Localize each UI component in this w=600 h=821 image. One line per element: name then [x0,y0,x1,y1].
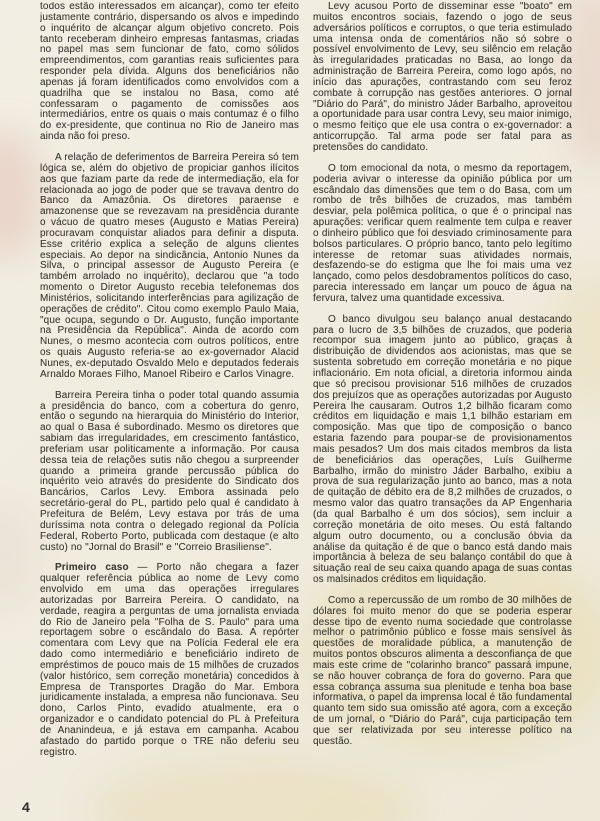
left-column [40,2,299,769]
article-body [40,2,572,769]
paragraph: Levy acusou Porto de disseminar esse "boato" em muitos encontros sociais, fazendo o jogo de seus adversários políticos e corruptos, o que teria estimulado uma intensa onda de comentários não só sobre o possível envolvimento de Levy, seu silêncio em relação às irregularidades praticadas no Basa, ao longo da administração de Barreira Pereira, como logo após, no início das apurações, contrastando com seu feroz combate à corrupção nas gestões anteriores. O jornal "Diário do Pará", do ministro Jáder Barbalho, aproveitou a oportunidade para usar contra Levy, seu maior inimigo, o mesmo feitiço que ele usa contra o ex-governador: a anticorrupção. Tal arma pode ser fatal para as pretensões do candidato. [313,2,572,153]
paragraph: O tom emocional da nota, o mesmo da reportagem, poderia avivar o interesse da opinião pública por um escândalo das dimensões que tem o do Basa, com um rombo de três bilhões de cruzados, mas também desviar, pela polêmica política, o que é o principal nas apurações: verificar quem realmente tem culpa e reaver o dinheiro público que foi desviado criminosamente para bolsos particulares. O próprio banco, tanto pelo legítimo interesse de retomar suas atividades normais, desfazendo-se do estigma que lhe foi mais uma vez lançado, como pelos desdobramentos políticos do caso, parecia interessado em lançar um pouco de água na fervura, talvez uma quantidade excessiva. [313,162,572,304]
paragraph: Primeiro caso — Porto não chegara a fazer qualquer referência pública ao nome de Levy como envolvido em uma das operações irregulares autorizadas por Barreira Pereira. O candidato, na verdade, reagira a perguntas de uma jornalista enviada do Rio de Janeiro pela "Folha de S. Paulo" para uma reportagem sobre o escândalo do Basa. A repórter comentara com Levy que na Polícia Federal ele era dado como intermediário e beneficiário indireto de empréstimos de pouco mais de 15 milhões de cruzados (valor histórico, sem correção monetária) concedidos à Empresa de Transportes Dragão do Mar. Embora juridicamente instalada, a empresa não funcionava. Seu dono, Carlos Pinto, evadido atualmente, era o organizador e o candidato potencial do PL à Prefeitura de Ananindeua, e já estava em campanha. Acabou afastado do partido porque o TRE não deferiu seu registro. [40,562,299,758]
paragraph: todos estão interessados em alcançar), como ter efeito justamente contrário, dispersando os alvos e impedindo o inquérito de alcançar algum objetivo concreto. Pois tanto receberam dinheiro empresas fantasmas, criadas no papel mas sem funcionar de fato, como sólidos empreendimentos, com garantias reais suficientes para responder pela dívida. Alguns dos beneficiários não apenas já foram identificados como envolvidos com a quadrilha que se instalou no Basa, como até confessaram o pagamento de comissões aos intermediários, entre os quais o mais contumaz é o filho do ex-presidente, que continua no Rio de Janeiro mas ainda não foi preso. [40,2,299,143]
paragraph: Barreira Pereira tinha o poder total quando assumia a presidência do banco, com a cobertura do genro, então o segundo na hierarquia do Ministério do Interior, ao qual o Basa é subordinado. Mesmo os diretores que sabiam das irregularidades, em crescimento fantástico, preferiam usar politicamente a informação. Por causa dessa teia de relações sutis não chegou a surpreender quando a primeira grande percussão pública do inquérito veio através do presidente do Sindicato dos Bancários, Carlos Levy. Embora assinada pelo secretário-geral do PL, partido pelo qual é candidato à Prefeitura de Belém, Levy estava por trás de uma duríssima nota contra o delegado regional da Polícia Federal, Roberto Porto, publicada com destaque (e alto custo) no "Jornal do Brasil" e "Correio Brasiliense". [40,389,299,553]
paragraph: A relação de deferimentos de Barreira Pereira só tem lógica se, além do objetivo de propiciar ganhos ilícitos aos que faziam parte da rede de intermediação, ela for relacionada ao jogo de poder que se travava dentro do Banco da Amazônia. Os diretores paraense e amazonense que se revezavam na presidência durante o vácuo de quatro meses (Augusto e Matias Pereira) procuravam conquistar aliados para definir a disputa. Esse critério explica a seleção de alguns clientes especiais. Ao depor na sindicância, Antonio Nunes da Silva, o principal assessor de Augusto Pereira (e também arrolado no inquérito), declarou que "a todo momento o Diretor Augusto recebia telefonemas dos Ministérios, solicitando interferências para agilização de operações de crédito". Citou como exemplo Paulo Maia, "que ocupa, segundo o Dr. Augusto, função importante na Presidência da República". Ainda de acordo com Nunes, o mesmo acontecia com outros políticos, entre os quais Augusto referia-se ao ex-governador Alacid Nunes, ex-deputado Osvaldo Melo e deputados federais Arnaldo Moraes Filho, Manoel Ribeiro e Carlos Vinagre. [40,151,299,380]
page-number: 4 [22,799,30,815]
right-column [313,2,572,769]
paper-stain [0,130,42,260]
paper-stain [0,500,36,610]
paragraph-lead: Primeiro caso [55,562,129,574]
paragraph: Como a repercussão de um rombo de 30 milhões de dólares foi muito menor do que se poderia esperar desse tipo de evento numa sociedade que controlasse melhor o patrimônio público e fosse mais sensível às questões de moralidade pública, a manutenção de muitos pontos obscuros alimenta a desconfiança de que mais este crime de "colarinho branco" passará impune, se não houver cobrança de fora do governo. Para que essa cobrança assuma sua plenitude e tenha boa base informativa, o papel da imprensa local é tão fundamental quanto tem sido sua omissão até agora, com a exceção de um jornal, o "Diário do Pará", cuja participação tem que ser relativizada por seu interesse político na questão. [313,594,572,747]
paragraph: O banco divulgou seu balanço anual destacando para o lucro de 3,5 bilhões de cruzados, que poderia recompor sua imagem junto ao público, graças à distribuição de dividendos aos acionistas, mas que se sustenta sobretudo em correção monetária e no pique inflacionário. Em nota oficial, a diretoria informou ainda que só precisou provisionar 516 milhões de cruzados dos prejuízos que as operações autorizadas por Augusto Pereira lhe causaram. Outros 1,2 bilhão ficaram como créditos em liquidação e mais 1,1 bilhão estariam em composição. Mas que tipo de composição o banco estaria fazendo para poupar-se de provisionamentos mais pesados? Um dos mais citados membros da lista de beneficiários das operações, Luís Guilherme Barbalho, irmão do ministro Jáder Barbalho, exibiu a prova de sua regularização junto ao banco, mas a nota de quitação de débito era de 8,2 milhões de cruzados, o mesmo valor das quatro transações da AP Engenharia (da qual Barbalho é um dos sócios), sem incluir a correção monetária de oito meses. Ou está faltando algum outro documento, ou a conclusão óbvia da análise da quitação é de que o banco está dando mais importância à beleza de seu balanço contábil do que à situação real de seu caixa quando apaga de suas contas os malsinados créditos em liquidação. [313,313,572,586]
